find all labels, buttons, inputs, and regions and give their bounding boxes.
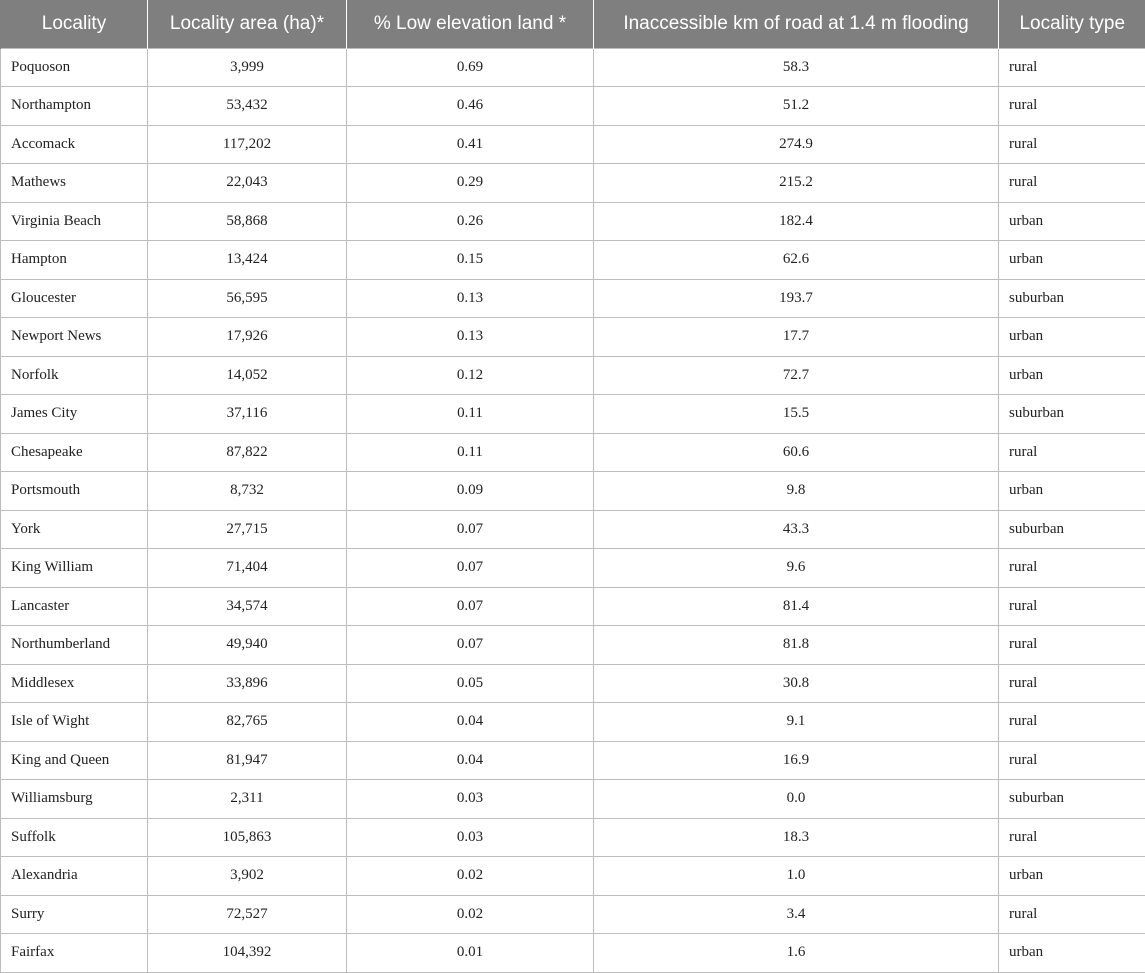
table-row <box>1 780 1145 819</box>
cell-low-elevation: 0.05 <box>347 664 594 703</box>
cell-area: 53,432 <box>148 87 347 126</box>
cell-locality: Newport News <box>1 318 148 357</box>
cell-locality-type: rural <box>999 433 1145 472</box>
cell-locality-type: suburban <box>999 395 1145 434</box>
cell-locality-type: rural <box>999 664 1145 703</box>
cell-area: 71,404 <box>148 549 347 588</box>
cell-locality-type: rural <box>999 587 1145 626</box>
cell-inaccessible-km: 17.7 <box>594 318 999 357</box>
cell-locality: Mathews <box>1 164 148 203</box>
cell-locality: York <box>1 510 148 549</box>
cell-low-elevation: 0.41 <box>347 125 594 164</box>
cell-area: 34,574 <box>148 587 347 626</box>
cell-low-elevation: 0.11 <box>347 433 594 472</box>
table-row <box>1 395 1145 434</box>
cell-locality-type: suburban <box>999 279 1145 318</box>
cell-locality: Alexandria <box>1 857 148 896</box>
header-low-elevation-land: % Low elevation land * <box>347 0 594 48</box>
table-row <box>1 241 1145 280</box>
cell-low-elevation: 0.07 <box>347 510 594 549</box>
cell-inaccessible-km: 9.8 <box>594 472 999 511</box>
table-row <box>1 549 1145 588</box>
table-row <box>1 164 1145 203</box>
header-row <box>1 0 1145 48</box>
cell-locality: Williamsburg <box>1 780 148 819</box>
cell-inaccessible-km: 58.3 <box>594 48 999 87</box>
cell-inaccessible-km: 16.9 <box>594 741 999 780</box>
cell-locality-type: rural <box>999 626 1145 665</box>
table-row <box>1 934 1145 973</box>
cell-area: 8,732 <box>148 472 347 511</box>
cell-inaccessible-km: 182.4 <box>594 202 999 241</box>
table-row <box>1 87 1145 126</box>
cell-locality-type: rural <box>999 895 1145 934</box>
cell-area: 13,424 <box>148 241 347 280</box>
cell-inaccessible-km: 9.6 <box>594 549 999 588</box>
cell-low-elevation: 0.26 <box>347 202 594 241</box>
header-inaccessible-road: Inaccessible km of road at 1.4 m flooding <box>594 0 999 48</box>
cell-inaccessible-km: 193.7 <box>594 279 999 318</box>
cell-locality: Accomack <box>1 125 148 164</box>
cell-low-elevation: 0.07 <box>347 626 594 665</box>
cell-low-elevation: 0.07 <box>347 549 594 588</box>
cell-low-elevation: 0.13 <box>347 279 594 318</box>
table-row <box>1 510 1145 549</box>
cell-area: 3,902 <box>148 857 347 896</box>
cell-inaccessible-km: 30.8 <box>594 664 999 703</box>
table-row <box>1 664 1145 703</box>
cell-locality-type: rural <box>999 48 1145 87</box>
cell-locality: Suffolk <box>1 818 148 857</box>
cell-locality: Portsmouth <box>1 472 148 511</box>
cell-locality-type: rural <box>999 818 1145 857</box>
cell-area: 33,896 <box>148 664 347 703</box>
cell-locality: Isle of Wight <box>1 703 148 742</box>
cell-area: 104,392 <box>148 934 347 973</box>
cell-inaccessible-km: 1.0 <box>594 857 999 896</box>
cell-low-elevation: 0.02 <box>347 895 594 934</box>
cell-area: 117,202 <box>148 125 347 164</box>
cell-inaccessible-km: 0.0 <box>594 780 999 819</box>
header-locality-type: Locality type <box>999 0 1145 48</box>
cell-area: 49,940 <box>148 626 347 665</box>
cell-locality: James City <box>1 395 148 434</box>
cell-low-elevation: 0.02 <box>347 857 594 896</box>
table-row <box>1 857 1145 896</box>
cell-inaccessible-km: 3.4 <box>594 895 999 934</box>
table-header <box>1 0 1145 48</box>
cell-locality: Northumberland <box>1 626 148 665</box>
cell-area: 56,595 <box>148 279 347 318</box>
cell-locality-type: urban <box>999 857 1145 896</box>
cell-inaccessible-km: 81.4 <box>594 587 999 626</box>
cell-locality: Hampton <box>1 241 148 280</box>
cell-inaccessible-km: 81.8 <box>594 626 999 665</box>
cell-locality: Gloucester <box>1 279 148 318</box>
cell-locality: Middlesex <box>1 664 148 703</box>
cell-area: 17,926 <box>148 318 347 357</box>
table-row <box>1 741 1145 780</box>
cell-inaccessible-km: 215.2 <box>594 164 999 203</box>
cell-locality-type: urban <box>999 202 1145 241</box>
table-row <box>1 587 1145 626</box>
cell-inaccessible-km: 43.3 <box>594 510 999 549</box>
table-row <box>1 472 1145 511</box>
cell-inaccessible-km: 60.6 <box>594 433 999 472</box>
table-row <box>1 356 1145 395</box>
table-row <box>1 818 1145 857</box>
cell-low-elevation: 0.15 <box>347 241 594 280</box>
cell-low-elevation: 0.04 <box>347 703 594 742</box>
cell-locality: King William <box>1 549 148 588</box>
cell-locality-type: rural <box>999 125 1145 164</box>
cell-area: 81,947 <box>148 741 347 780</box>
table-row <box>1 703 1145 742</box>
cell-low-elevation: 0.13 <box>347 318 594 357</box>
table-row <box>1 895 1145 934</box>
table-row <box>1 318 1145 357</box>
cell-area: 22,043 <box>148 164 347 203</box>
table-row <box>1 125 1145 164</box>
cell-locality-type: rural <box>999 164 1145 203</box>
cell-locality-type: rural <box>999 703 1145 742</box>
cell-inaccessible-km: 1.6 <box>594 934 999 973</box>
cell-low-elevation: 0.01 <box>347 934 594 973</box>
cell-low-elevation: 0.07 <box>347 587 594 626</box>
table-body <box>1 48 1145 972</box>
cell-locality: King and Queen <box>1 741 148 780</box>
cell-inaccessible-km: 9.1 <box>594 703 999 742</box>
cell-low-elevation: 0.29 <box>347 164 594 203</box>
cell-inaccessible-km: 51.2 <box>594 87 999 126</box>
cell-locality-type: urban <box>999 318 1145 357</box>
cell-low-elevation: 0.09 <box>347 472 594 511</box>
cell-locality-type: suburban <box>999 780 1145 819</box>
cell-low-elevation: 0.11 <box>347 395 594 434</box>
cell-area: 72,527 <box>148 895 347 934</box>
cell-area: 58,868 <box>148 202 347 241</box>
cell-locality: Northampton <box>1 87 148 126</box>
header-locality-area: Locality area (ha)* <box>148 0 347 48</box>
cell-low-elevation: 0.04 <box>347 741 594 780</box>
table-row <box>1 202 1145 241</box>
cell-locality-type: urban <box>999 356 1145 395</box>
cell-locality-type: rural <box>999 549 1145 588</box>
cell-locality-type: urban <box>999 472 1145 511</box>
cell-low-elevation: 0.12 <box>347 356 594 395</box>
cell-low-elevation: 0.03 <box>347 780 594 819</box>
table-row <box>1 279 1145 318</box>
cell-area: 87,822 <box>148 433 347 472</box>
cell-locality-type: rural <box>999 87 1145 126</box>
cell-locality-type: urban <box>999 241 1145 280</box>
cell-locality-type: rural <box>999 741 1145 780</box>
cell-inaccessible-km: 62.6 <box>594 241 999 280</box>
cell-inaccessible-km: 274.9 <box>594 125 999 164</box>
cell-locality: Virginia Beach <box>1 202 148 241</box>
cell-low-elevation: 0.03 <box>347 818 594 857</box>
cell-locality: Lancaster <box>1 587 148 626</box>
cell-low-elevation: 0.69 <box>347 48 594 87</box>
cell-area: 105,863 <box>148 818 347 857</box>
cell-inaccessible-km: 15.5 <box>594 395 999 434</box>
table-row <box>1 433 1145 472</box>
cell-locality: Surry <box>1 895 148 934</box>
cell-locality: Norfolk <box>1 356 148 395</box>
header-locality: Locality <box>1 0 148 48</box>
cell-area: 82,765 <box>148 703 347 742</box>
cell-area: 14,052 <box>148 356 347 395</box>
cell-inaccessible-km: 72.7 <box>594 356 999 395</box>
table-row <box>1 626 1145 665</box>
cell-inaccessible-km: 18.3 <box>594 818 999 857</box>
table-row <box>1 48 1145 87</box>
cell-area: 3,999 <box>148 48 347 87</box>
cell-locality-type: urban <box>999 934 1145 973</box>
cell-locality: Fairfax <box>1 934 148 973</box>
cell-area: 37,116 <box>148 395 347 434</box>
cell-area: 2,311 <box>148 780 347 819</box>
cell-locality: Chesapeake <box>1 433 148 472</box>
cell-locality: Poquoson <box>1 48 148 87</box>
cell-locality-type: suburban <box>999 510 1145 549</box>
cell-area: 27,715 <box>148 510 347 549</box>
cell-low-elevation: 0.46 <box>347 87 594 126</box>
